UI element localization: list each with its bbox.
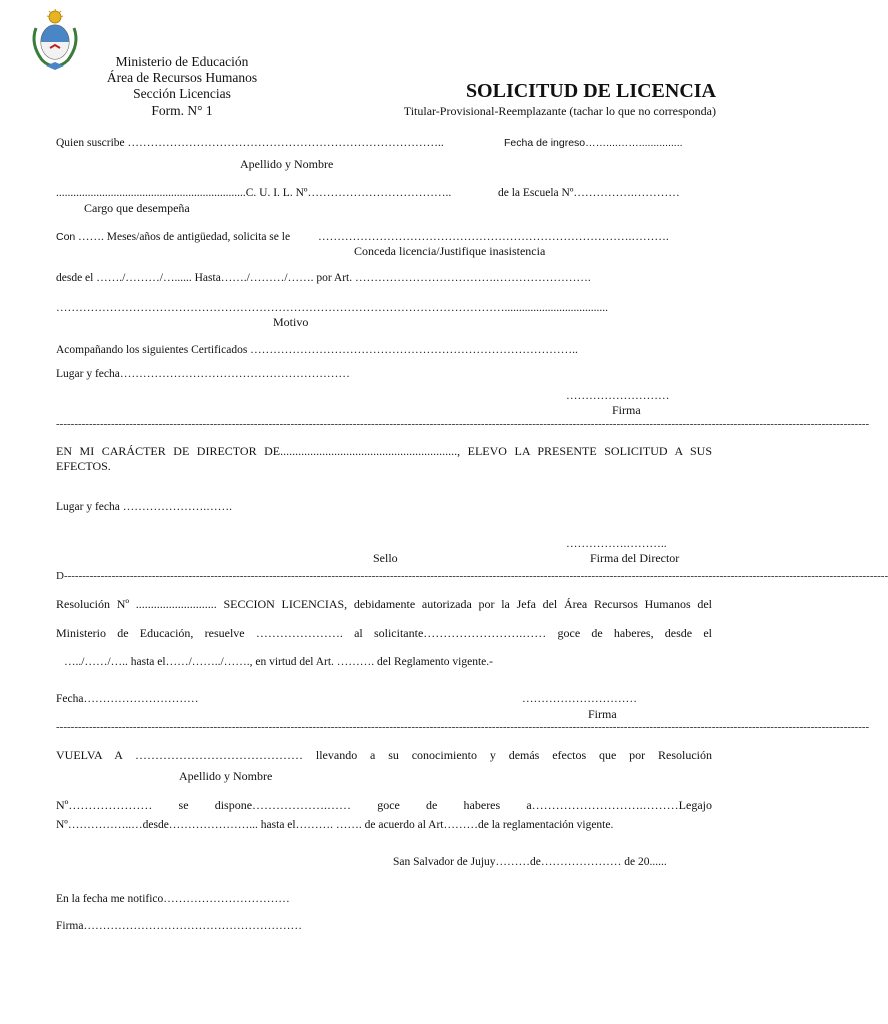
cuil-field[interactable]: ..................................................................C. U. I. L. Nº……………………………….. (56, 187, 452, 199)
seal-caption: Sello (373, 551, 398, 565)
form-subtitle: Titular-Provisional-Reemplazante (tachar lo que no corresponda) (403, 104, 716, 118)
resolution-line-2[interactable]: Ministerio de Educación, resuelve …………………. al solicitante…………………….…… goce de haberes, desde el (56, 626, 712, 640)
resolution-date-field[interactable]: Fecha………………………… (56, 693, 199, 705)
form-title: SOLICITUD DE LICENCIA (465, 80, 716, 102)
admission-date-field[interactable]: Fecha de ingreso……....……............... (504, 137, 683, 149)
resolution-line-3[interactable]: …../……/….. hasta el……/……../……., en virtud del Art. ………. del Reglamento vigente.- (64, 656, 493, 668)
disposition-line[interactable]: Nº………………… se dispone……………….…… goce de haberes a……………………….………Legajo (56, 798, 712, 812)
return-to-line[interactable]: VUELVA A …………………………………… llevando a su conocimiento y demás efectos que por Resolución (56, 748, 712, 762)
resolution-signature-caption: Firma (588, 707, 617, 721)
section-name: Sección Licencias (133, 86, 231, 101)
seniority-label-con: Con (56, 231, 76, 243)
applicant-signature-caption: Firma (612, 403, 641, 417)
d-section-divider: D--------------------------------------------------------------------------------------------------------------------------------------------------------------------------------------------------------------------------------- (56, 570, 888, 582)
director-signature-caption: Firma del Director (590, 551, 680, 565)
director-signature-line[interactable]: …………….……….. (566, 538, 667, 550)
notification-date-field[interactable]: En la fecha me notifico…………………………… (56, 893, 290, 905)
applicant-signature-line[interactable]: ……………………… (566, 390, 670, 402)
school-number-field[interactable]: de la Escuela Nº…………….………… (498, 187, 680, 199)
section-divider: ------------------------------------------------------------------------------------------------------------------------------------------------------------------------------------------------------------------------------ (56, 418, 870, 430)
director-statement: EN MI CARÁCTER DE DIRECTOR DE..........................................................., ELEVO LA PRESENTE SOLICITUD A SUS (56, 444, 712, 458)
section-divider-2: ------------------------------------------------------------------------------------------------------------------------------------------------------------------------------------------------------------------------------ (56, 721, 870, 733)
resolution-signature-line[interactable]: ………………………… (522, 693, 637, 705)
position-caption: Cargo que desempeña (84, 201, 190, 215)
place-date-field[interactable]: Lugar y fecha…………………………………………………… (56, 368, 350, 380)
ministry-name: Ministerio de Educación (115, 54, 249, 69)
applicant-name-caption: Apellido y Nombre (240, 157, 334, 171)
reason-field[interactable]: ……………………………………………………………………………………………………….................................... (56, 302, 608, 314)
license-period-field[interactable]: desde el ……./………/…...... Hasta……./………/……. por Art. ……………………………….……………………. (56, 272, 591, 284)
notification-signature-field[interactable]: Firma………………………………………………… (56, 920, 302, 932)
director-statement-end: EFECTOS. (56, 459, 111, 473)
license-type-caption: Conceda licencia/Justifique inasistencia (354, 244, 546, 258)
coat-of-arms-seal (28, 8, 82, 72)
form-number: Form. N° 1 (151, 103, 213, 118)
department-name: Área de Recursos Humanos (106, 70, 258, 85)
certificates-field[interactable]: Acompañando los siguientes Certificados ………………………………………………………………………….. (56, 344, 578, 356)
legajo-line[interactable]: Nº……………..…desde…………………... hasta el………. ……. de acuerdo al Art………de la reglamentación vigente. (56, 819, 614, 831)
resolution-line-1[interactable]: Resolución Nº ........................... SECCION LICENCIAS, debidamente autorizada por la Jefa del Área Recursos Humanos del (56, 597, 712, 611)
director-place-date-field[interactable]: Lugar y fecha ………………….……. (56, 501, 232, 513)
place-date-jujuy[interactable]: San Salvador de Jujuy………de………………… de 20...... (393, 856, 667, 868)
applicant-name-field[interactable]: Quien suscribe ……………………………………………………………………….. (56, 137, 444, 149)
reason-caption: Motivo (273, 315, 309, 329)
seniority-field[interactable]: ……. Meses/años de antigüedad, solicita se le (78, 231, 291, 243)
license-type-field[interactable]: ……………………………………………………………………….………. (318, 231, 669, 243)
return-name-caption: Apellido y Nombre (179, 769, 273, 783)
